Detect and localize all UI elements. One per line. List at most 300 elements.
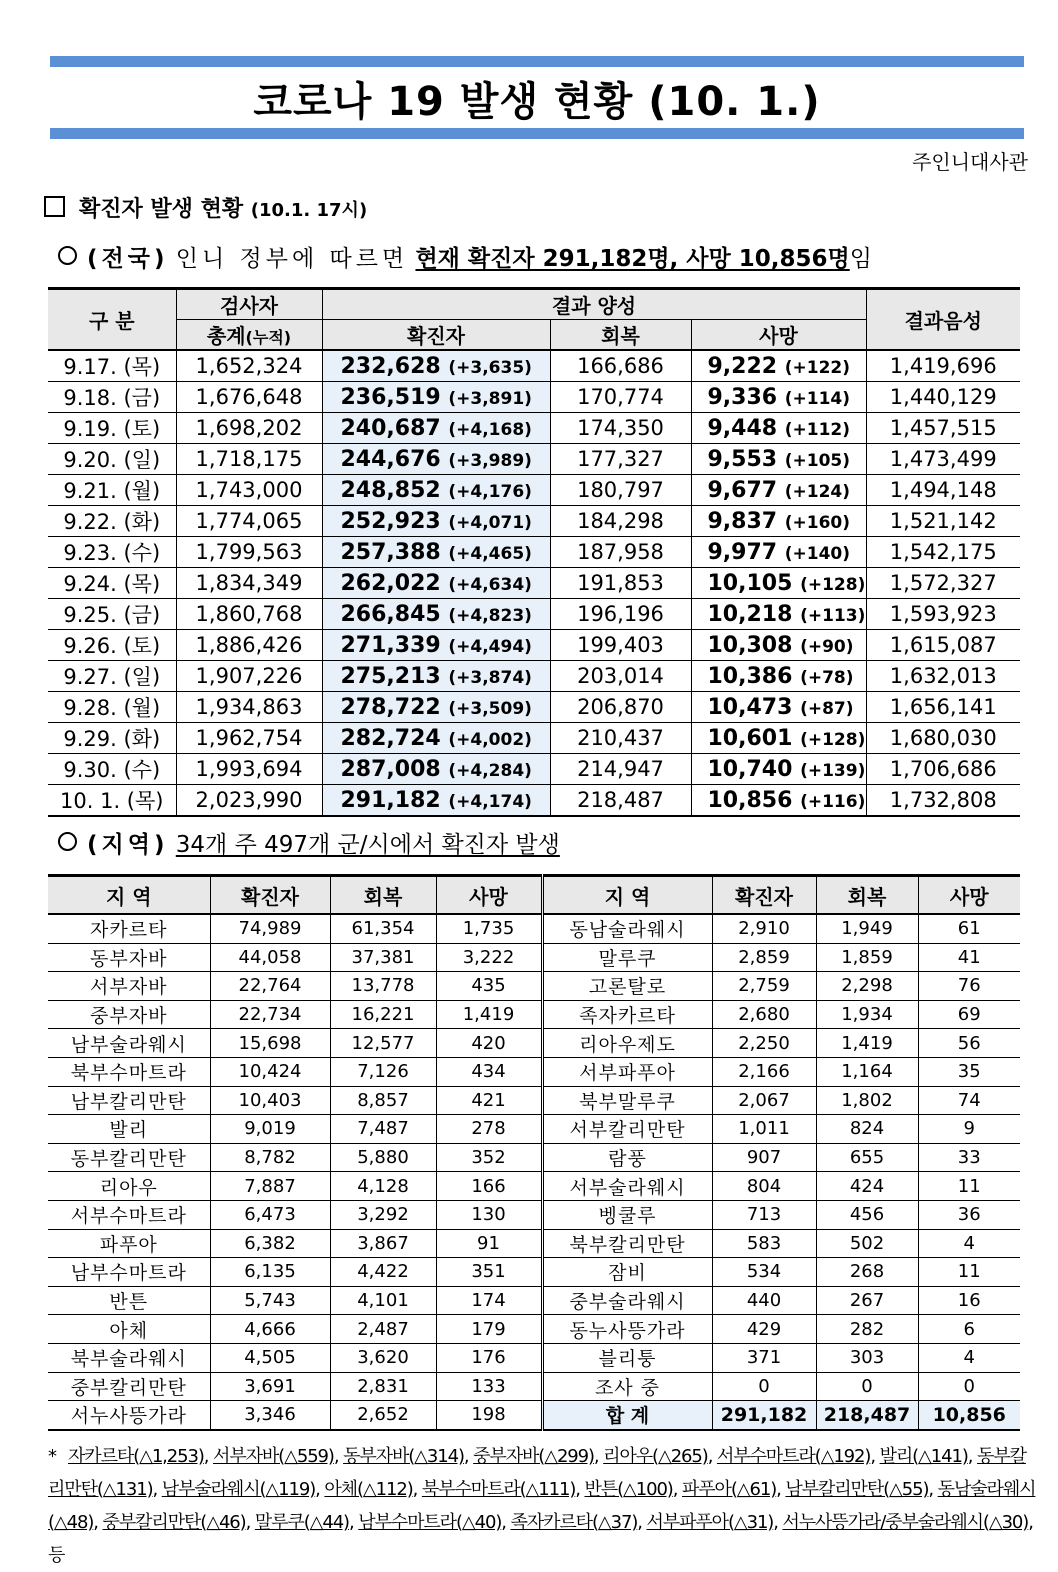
row-negative: 1,440,129 [866, 382, 1020, 413]
row-deaths [691, 754, 866, 785]
header-recovered: 회복 [550, 320, 691, 351]
row-recovered: 170,774 [550, 382, 691, 413]
footnote-item: 북부수마트라(△111) [421, 1479, 576, 1500]
region-deaths: 176 [436, 1343, 542, 1372]
region-deaths: 74 [918, 1086, 1020, 1115]
region-confirmed: 10,403 [210, 1086, 330, 1115]
region-deaths: 179 [436, 1315, 542, 1344]
region-recovered: 2,487 [330, 1315, 436, 1344]
row-deaths [691, 537, 866, 568]
header-recovered-right: 회복 [816, 876, 918, 915]
header-negative: 결과음성 [866, 289, 1020, 351]
row-negative: 1,494,148 [866, 475, 1020, 506]
table-row [48, 630, 1020, 661]
region-name: 서부칼리만탄 [542, 1115, 712, 1144]
footnote-tail: 등 [48, 1545, 65, 1566]
row-negative: 1,680,030 [866, 723, 1020, 754]
region-name: 반튼 [48, 1286, 210, 1315]
region-deaths: 1,735 [436, 914, 542, 943]
deaths-value: 10,856 [707, 787, 793, 813]
region-deaths: 33 [918, 1143, 1020, 1172]
footnote-item: 중부자바(△299) [473, 1446, 594, 1467]
region-confirmed: 10,424 [210, 1057, 330, 1086]
row-deaths [691, 506, 866, 537]
table-row [48, 1029, 1020, 1058]
confirmed-value: 287,008 [340, 756, 441, 782]
confirmed-value: 282,724 [340, 725, 441, 751]
row-negative: 1,419,696 [866, 350, 1020, 382]
row-tested: 1,934,863 [176, 692, 322, 723]
row-date: 9.29. (화) [48, 723, 176, 754]
row-recovered: 206,870 [550, 692, 691, 723]
row-deaths [691, 785, 866, 817]
row-tested: 1,676,648 [176, 382, 322, 413]
region-confirmed: 2,759 [712, 972, 816, 1001]
region-name: 벵쿨루 [542, 1200, 712, 1229]
row-recovered: 187,958 [550, 537, 691, 568]
row-date: 9.28. (월) [48, 692, 176, 723]
region-recovered: 824 [816, 1115, 918, 1144]
row-deaths [691, 382, 866, 413]
region-name: 남부술라웨시 [48, 1029, 210, 1058]
region-recovered: 424 [816, 1172, 918, 1201]
region-recovered: 655 [816, 1143, 918, 1172]
total-deaths: 10,856 [918, 1401, 1020, 1430]
deaths-delta: (+113) [800, 605, 866, 626]
footnote-item: 동부칼리만탄(△131) [48, 1446, 1026, 1500]
region-recovered: 268 [816, 1258, 918, 1287]
region-name: 동부자바 [48, 943, 210, 972]
region-recovered: 502 [816, 1229, 918, 1258]
region-deaths: 4 [918, 1343, 1020, 1372]
region-deaths: 166 [436, 1172, 542, 1201]
row-recovered: 180,797 [550, 475, 691, 506]
footnote-item: 서부수마트라(△192) [716, 1446, 871, 1467]
row-recovered: 191,853 [550, 568, 691, 599]
region-name: 동누사뜽가라 [542, 1315, 712, 1344]
region-deaths: 91 [436, 1229, 542, 1258]
footnote-item: 동남술라웨시(△48) [48, 1479, 1036, 1533]
row-date: 9.17. (목) [48, 350, 176, 382]
row-tested: 1,698,202 [176, 413, 322, 444]
table-row [48, 1115, 1020, 1144]
region-name: 서부자바 [48, 972, 210, 1001]
region-name: 서부술라웨시 [542, 1172, 712, 1201]
confirmed-value: 236,519 [340, 384, 441, 410]
region-deaths: 1,419 [436, 1000, 542, 1029]
region-name: 북부말루쿠 [542, 1086, 712, 1115]
confirmed-value: 248,852 [340, 477, 441, 503]
confirmed-delta: (+4,494) [448, 636, 532, 657]
row-confirmed [322, 444, 550, 475]
row-negative: 1,706,686 [866, 754, 1020, 785]
region-deaths: 9 [918, 1115, 1020, 1144]
header-tested-total: 총계(누적) [176, 320, 322, 351]
region-confirmed: 4,666 [210, 1315, 330, 1344]
confirmed-value: 262,022 [340, 570, 441, 596]
region-confirmed: 9,019 [210, 1115, 330, 1144]
row-deaths [691, 630, 866, 661]
table-row [48, 1372, 1020, 1401]
deaths-delta: (+140) [784, 543, 851, 564]
row-confirmed [322, 630, 550, 661]
region-confirmed: 3,691 [210, 1372, 330, 1401]
header-recovered-left: 회복 [330, 876, 436, 915]
region-confirmed: 429 [712, 1315, 816, 1344]
table-row [48, 785, 1020, 817]
footnote-item: 남부칼리만탄(△55) [785, 1479, 929, 1500]
section-time: (10.1. 17시) [250, 200, 368, 221]
row-negative: 1,542,175 [866, 537, 1020, 568]
table-row [48, 350, 1020, 382]
region-confirmed: 2,067 [712, 1086, 816, 1115]
deaths-value: 9,553 [707, 446, 778, 472]
row-tested: 1,718,175 [176, 444, 322, 475]
region-confirmed: 6,473 [210, 1200, 330, 1229]
region-confirmed: 2,250 [712, 1029, 816, 1058]
regional-text: 34개 주 497개 군/시에서 확진자 발생 [175, 832, 560, 858]
row-recovered: 196,196 [550, 599, 691, 630]
deaths-value: 10,601 [707, 725, 793, 751]
confirmed-value: 232,628 [340, 353, 441, 379]
row-confirmed [322, 506, 550, 537]
deaths-value: 10,473 [707, 694, 793, 720]
region-name: 발리 [48, 1115, 210, 1144]
row-deaths [691, 444, 866, 475]
row-tested: 1,886,426 [176, 630, 322, 661]
total-label: 합 계 [542, 1401, 712, 1430]
header-positive: 결과 양성 [322, 289, 866, 320]
header-region-left: 지 역 [48, 876, 210, 915]
table-row [48, 413, 1020, 444]
table-row [48, 972, 1020, 1001]
row-recovered: 177,327 [550, 444, 691, 475]
region-deaths: 41 [918, 943, 1020, 972]
region-deaths: 11 [918, 1258, 1020, 1287]
row-confirmed [322, 599, 550, 630]
row-deaths [691, 568, 866, 599]
region-recovered: 3,620 [330, 1343, 436, 1372]
row-tested: 1,907,226 [176, 661, 322, 692]
footnote-item: 남부수마트라(△40) [358, 1512, 502, 1533]
region-recovered: 61,354 [330, 914, 436, 943]
row-date: 9.27. (일) [48, 661, 176, 692]
region-name: 북부칼리만탄 [542, 1229, 712, 1258]
region-confirmed: 44,058 [210, 943, 330, 972]
row-recovered: 166,686 [550, 350, 691, 382]
region-confirmed: 583 [712, 1229, 816, 1258]
footnote: * 자카르타(△1,253), 서부자바(△559), 동부자바(△314), 중부자바(△299), 리아우(△265), 서부수마트라(△192), 발리(△141), 동부칼리만탄(△131), 남부술라웨시(△119), 아체(△112), 북부수마트라(△111), 반튼(△100), 파푸아(△61), 남부칼리만탄(△55), 동남술라웨시(△48), 중부칼리만탄(△46), 말루쿠(△44), 남부수마트라(△40), 족자카르타(△37), 서부파푸아(△31), 서누사뜽가라/중부술라웨시(△30), 등 [48, 1440, 1038, 1572]
region-confirmed: 371 [712, 1343, 816, 1372]
region-deaths: 435 [436, 972, 542, 1001]
region-name: 아체 [48, 1315, 210, 1344]
embassy-name: 주인니대사관 [912, 150, 1028, 174]
region-recovered: 3,292 [330, 1200, 436, 1229]
header-deaths-left: 사망 [436, 876, 542, 915]
footnote-item: 반튼(△100) [584, 1479, 673, 1500]
region-deaths: 36 [918, 1200, 1020, 1229]
confirmed-value: 271,339 [340, 632, 441, 658]
row-negative: 1,473,499 [866, 444, 1020, 475]
region-confirmed: 6,382 [210, 1229, 330, 1258]
region-recovered: 12,577 [330, 1029, 436, 1058]
confirmed-delta: (+3,874) [448, 667, 532, 688]
region-name: 남부칼리만탄 [48, 1086, 210, 1115]
row-negative: 1,457,515 [866, 413, 1020, 444]
row-tested: 1,993,694 [176, 754, 322, 785]
deaths-value: 9,222 [707, 353, 778, 379]
table-row [48, 537, 1020, 568]
row-tested: 1,743,000 [176, 475, 322, 506]
region-name: 잠비 [542, 1258, 712, 1287]
table-row [48, 692, 1020, 723]
row-negative: 1,632,013 [866, 661, 1020, 692]
region-confirmed: 907 [712, 1143, 816, 1172]
deaths-delta: (+116) [800, 791, 866, 812]
national-text: 인니 정부에 따르면 [175, 246, 409, 272]
region-name: 리아우 [48, 1172, 210, 1201]
region-recovered: 13,778 [330, 972, 436, 1001]
region-deaths: 278 [436, 1115, 542, 1144]
row-confirmed [322, 475, 550, 506]
deaths-delta: (+114) [784, 388, 851, 409]
footnote-item: 서부자바(△559) [213, 1446, 334, 1467]
region-recovered: 4,101 [330, 1286, 436, 1315]
deaths-value: 9,336 [707, 384, 778, 410]
table-row [48, 1286, 1020, 1315]
circle-bullet-icon [58, 832, 77, 851]
row-date: 9.20. (일) [48, 444, 176, 475]
region-confirmed: 7,887 [210, 1172, 330, 1201]
table-row [48, 943, 1020, 972]
national-highlight: 현재 확진자 291,182명, 사망 10,856명 [415, 246, 850, 272]
row-negative: 1,732,808 [866, 785, 1020, 817]
total-confirmed: 291,182 [712, 1401, 816, 1430]
row-confirmed [322, 661, 550, 692]
confirmed-delta: (+4,002) [448, 729, 532, 750]
row-confirmed [322, 350, 550, 382]
region-confirmed: 0 [712, 1372, 816, 1401]
region-deaths: 434 [436, 1057, 542, 1086]
region-name: 남부수마트라 [48, 1258, 210, 1287]
table-row [48, 475, 1020, 506]
total-recovered: 218,487 [816, 1401, 918, 1430]
confirmed-delta: (+4,634) [448, 574, 532, 595]
row-negative: 1,615,087 [866, 630, 1020, 661]
row-tested: 1,774,065 [176, 506, 322, 537]
table-row [48, 1229, 1020, 1258]
row-tested: 1,962,754 [176, 723, 322, 754]
region-recovered: 1,934 [816, 1000, 918, 1029]
row-recovered: 214,947 [550, 754, 691, 785]
region-deaths: 69 [918, 1000, 1020, 1029]
footnote-item: 아체(△112) [324, 1479, 413, 1500]
table-row [48, 1057, 1020, 1086]
row-recovered: 218,487 [550, 785, 691, 817]
deaths-delta: (+87) [800, 698, 854, 719]
table-row [48, 1143, 1020, 1172]
footnote-item: 말루쿠(△44) [254, 1512, 349, 1533]
deaths-delta: (+139) [800, 760, 866, 781]
region-recovered: 8,857 [330, 1086, 436, 1115]
region-confirmed: 2,680 [712, 1000, 816, 1029]
region-deaths: 35 [918, 1057, 1020, 1086]
region-deaths: 4 [918, 1229, 1020, 1258]
region-name: 서부수마트라 [48, 1200, 210, 1229]
region-name: 파푸아 [48, 1229, 210, 1258]
table-row [48, 1258, 1020, 1287]
row-date: 9.18. (금) [48, 382, 176, 413]
row-deaths [691, 599, 866, 630]
region-deaths: 352 [436, 1143, 542, 1172]
region-deaths: 61 [918, 914, 1020, 943]
confirmed-value: 266,845 [340, 601, 441, 627]
region-recovered: 267 [816, 1286, 918, 1315]
row-date: 10. 1. (목) [48, 785, 176, 817]
region-confirmed: 804 [712, 1172, 816, 1201]
region-recovered: 456 [816, 1200, 918, 1229]
header-deaths-right: 사망 [918, 876, 1020, 915]
deaths-delta: (+78) [800, 667, 854, 688]
region-confirmed: 6,135 [210, 1258, 330, 1287]
deaths-value: 10,740 [707, 756, 793, 782]
regional-stats-table [48, 874, 1020, 1431]
region-confirmed: 2,166 [712, 1057, 816, 1086]
region-recovered: 1,949 [816, 914, 918, 943]
region-name: 말루쿠 [542, 943, 712, 972]
table-row [48, 1172, 1020, 1201]
row-confirmed [322, 723, 550, 754]
confirmed-delta: (+4,176) [448, 481, 532, 502]
row-deaths [691, 350, 866, 382]
region-name: 중부술라웨시 [542, 1286, 712, 1315]
region-confirmed: 22,764 [210, 972, 330, 1001]
row-negative: 1,656,141 [866, 692, 1020, 723]
row-deaths [691, 413, 866, 444]
region-recovered: 1,419 [816, 1029, 918, 1058]
deaths-value: 9,977 [707, 539, 778, 565]
confirmed-delta: (+3,509) [448, 698, 532, 719]
region-confirmed: 4,505 [210, 1343, 330, 1372]
row-negative: 1,593,923 [866, 599, 1020, 630]
deaths-delta: (+124) [784, 481, 851, 502]
row-confirmed [322, 537, 550, 568]
header-deaths: 사망 [691, 320, 866, 351]
region-recovered: 2,831 [330, 1372, 436, 1401]
region-name: 중부칼리만탄 [48, 1372, 210, 1401]
deaths-value: 9,677 [707, 477, 778, 503]
footnote-item: 남부술라웨시(△119) [161, 1479, 316, 1500]
table-row [48, 1200, 1020, 1229]
table-row [48, 1086, 1020, 1115]
region-name: 동남술라웨시 [542, 914, 712, 943]
regional-summary [58, 826, 560, 859]
header-tested: 검사자 [176, 289, 322, 320]
table-row [48, 661, 1020, 692]
header-confirmed: 확진자 [322, 320, 550, 351]
confirmed-value: 244,676 [340, 446, 441, 472]
row-recovered: 199,403 [550, 630, 691, 661]
region-deaths: 130 [436, 1200, 542, 1229]
table-row [48, 599, 1020, 630]
row-deaths [691, 692, 866, 723]
region-recovered: 303 [816, 1343, 918, 1372]
confirmed-delta: (+3,635) [448, 357, 532, 378]
region-recovered: 282 [816, 1315, 918, 1344]
region-recovered: 7,487 [330, 1115, 436, 1144]
region-confirmed: 15,698 [210, 1029, 330, 1058]
footnote-item: 리아우(△265) [603, 1446, 708, 1467]
region-name: 북부수마트라 [48, 1057, 210, 1086]
row-confirmed [322, 754, 550, 785]
region-name: 북부술라웨시 [48, 1343, 210, 1372]
header-confirmed-left: 확진자 [210, 876, 330, 915]
confirmed-value: 240,687 [340, 415, 441, 441]
section-title-text: 확진자 발생 현황 [79, 197, 244, 222]
deaths-value: 10,386 [707, 663, 793, 689]
region-name: 리아우제도 [542, 1029, 712, 1058]
footnote-item: 중부칼리만탄(△46) [102, 1512, 246, 1533]
table-row [48, 914, 1020, 943]
region-deaths: 16 [918, 1286, 1020, 1315]
region-recovered: 2,298 [816, 972, 918, 1001]
table-row [48, 1401, 1020, 1430]
row-tested: 1,860,768 [176, 599, 322, 630]
region-confirmed: 74,989 [210, 914, 330, 943]
deaths-value: 9,448 [707, 415, 778, 441]
row-deaths [691, 723, 866, 754]
row-confirmed [322, 785, 550, 817]
row-deaths [691, 661, 866, 692]
header-region-right: 지 역 [542, 876, 712, 915]
table-row [48, 754, 1020, 785]
region-recovered: 4,128 [330, 1172, 436, 1201]
national-summary [58, 240, 872, 273]
row-date: 9.19. (토) [48, 413, 176, 444]
checkbox-icon [44, 196, 65, 217]
region-deaths: 174 [436, 1286, 542, 1315]
region-confirmed: 713 [712, 1200, 816, 1229]
table-row [48, 723, 1020, 754]
row-confirmed [322, 382, 550, 413]
region-recovered: 2,652 [330, 1401, 436, 1430]
row-deaths [691, 475, 866, 506]
region-recovered: 37,381 [330, 943, 436, 972]
region-name: 서부파푸아 [542, 1057, 712, 1086]
deaths-value: 10,105 [707, 570, 793, 596]
table-row [48, 1343, 1020, 1372]
footnote-item: 자카르타(△1,253) [68, 1446, 204, 1467]
region-deaths: 421 [436, 1086, 542, 1115]
table-row [48, 1315, 1020, 1344]
region-name: 중부자바 [48, 1000, 210, 1029]
region-name: 고론탈로 [542, 972, 712, 1001]
region-confirmed: 5,743 [210, 1286, 330, 1315]
confirmed-delta: (+4,071) [448, 512, 532, 533]
deaths-value: 10,218 [707, 601, 793, 627]
confirmed-delta: (+4,174) [448, 791, 532, 812]
region-recovered: 7,126 [330, 1057, 436, 1086]
deaths-delta: (+128) [800, 729, 866, 750]
deaths-delta: (+122) [784, 357, 851, 378]
row-date: 9.23. (수) [48, 537, 176, 568]
region-deaths: 76 [918, 972, 1020, 1001]
page-title: 코로나 19 발생 현황 (10. 1.) [253, 79, 821, 125]
row-date: 9.30. (수) [48, 754, 176, 785]
deaths-delta: (+160) [784, 512, 851, 533]
region-confirmed: 2,910 [712, 914, 816, 943]
region-deaths: 198 [436, 1401, 542, 1430]
